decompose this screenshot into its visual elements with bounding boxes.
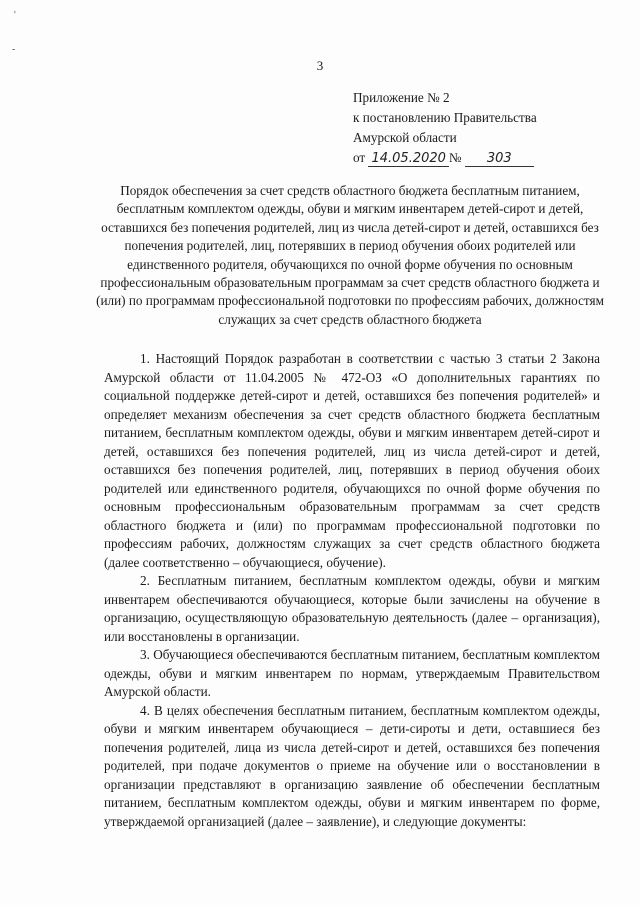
appendix-line-3: Амурской области	[353, 130, 457, 145]
scan-mark: -	[12, 44, 16, 55]
number-sign: №	[448, 150, 462, 165]
paragraph-2: 2. Бесплатным питанием, бесплатным комплектом одежды, обуви и мягким инвентарем обеспечиваются обучающиеся, которые были зачислены на обучение в организацию, осуществляющую образовательную деятельность (далее – организация), или восстановлены в организации.	[104, 573, 600, 644]
appendix-line-2: к постановлению Правительства	[353, 110, 537, 125]
date-prefix: от	[353, 150, 366, 165]
scan-mark: '	[14, 10, 16, 21]
appendix-date-line	[353, 148, 613, 168]
handwritten-date: 14.05.2020	[368, 152, 448, 167]
paragraph-4: 4. В целях обеспечения бесплатным питанием, бесплатным комплектом одежды, обуви и мягким инвентарем обучающиеся – дети-сироты и дети, оставшиеся без попечения родителей, лица из числа детей-сирот и детей, оставшихся без попечения родителей, при подаче документов о приеме на обучение или о восстановлении в организации представляют в организацию заявление об обеспечении бесплатным питанием, бесплатным комплектом одежды, обуви и мягким инвентарем по форме, утверждаемой организацией (далее – заявление), и следующие документы:	[104, 702, 600, 829]
document-title: Порядок обеспечения за счет средств областного бюджета бесплатным питанием, бесплатным комплектом одежды, обуви и мягким инвентарем детей-сирот и детей, оставшихся без попечения родителей, лиц из числа детей-сирот и детей, оставшихся без попечения родителей, лиц, потерявших в период обучения обоих родителей или единственного родителя, обучающихся по очной форме обучения по основным профессиональным образовательным программам за счет средств областного бюджета и (или) по программам профессиональной подготовки по профессиям рабочих, должностям служащих за счет средств областного бюджета	[96, 183, 604, 327]
paragraph-3: 3. Обучающиеся обеспечиваются бесплатным питанием, бесплатным комплектом одежды, обуви и мягким инвентарем по нормам, утверждаемым Правительством Амурской области.	[104, 647, 600, 699]
page-number: 3	[316, 58, 324, 73]
appendix-line-1: Приложение № 2	[353, 90, 450, 105]
document-body	[104, 350, 600, 831]
paragraph-1: 1. Настоящий Порядок разработан в соответствии с частью 3 статьи 2 Закона Амурской области от 11.04.2005 № 472-ОЗ «О дополнительных гарантиях по социальной поддержке детей-сирот и детей, оставшихся без попечения родителей» и определяет механизм обеспечения за счет средств областного бюджета бесплатным питанием, бесплатным комплектом одежды, обуви и мягким инвентарем детей-сирот и детей, оставшихся без попечения родителей, лиц из числа детей-сирот и детей, оставшихся без попечения родителей, лиц, потерявших в период обучения обоих родителей или единственного родителя, обучающихся по очной форме обучения по основным профессиональным образовательным программам за счет средств областного бюджета и (или) по программам профессиональной подготовки по профессиям рабочих, должностям служащих за счет средств областного бюджета (далее соответственно – обучающиеся, обучение).	[104, 351, 600, 570]
handwritten-number: 303	[465, 152, 534, 167]
appendix-header	[353, 88, 613, 168]
